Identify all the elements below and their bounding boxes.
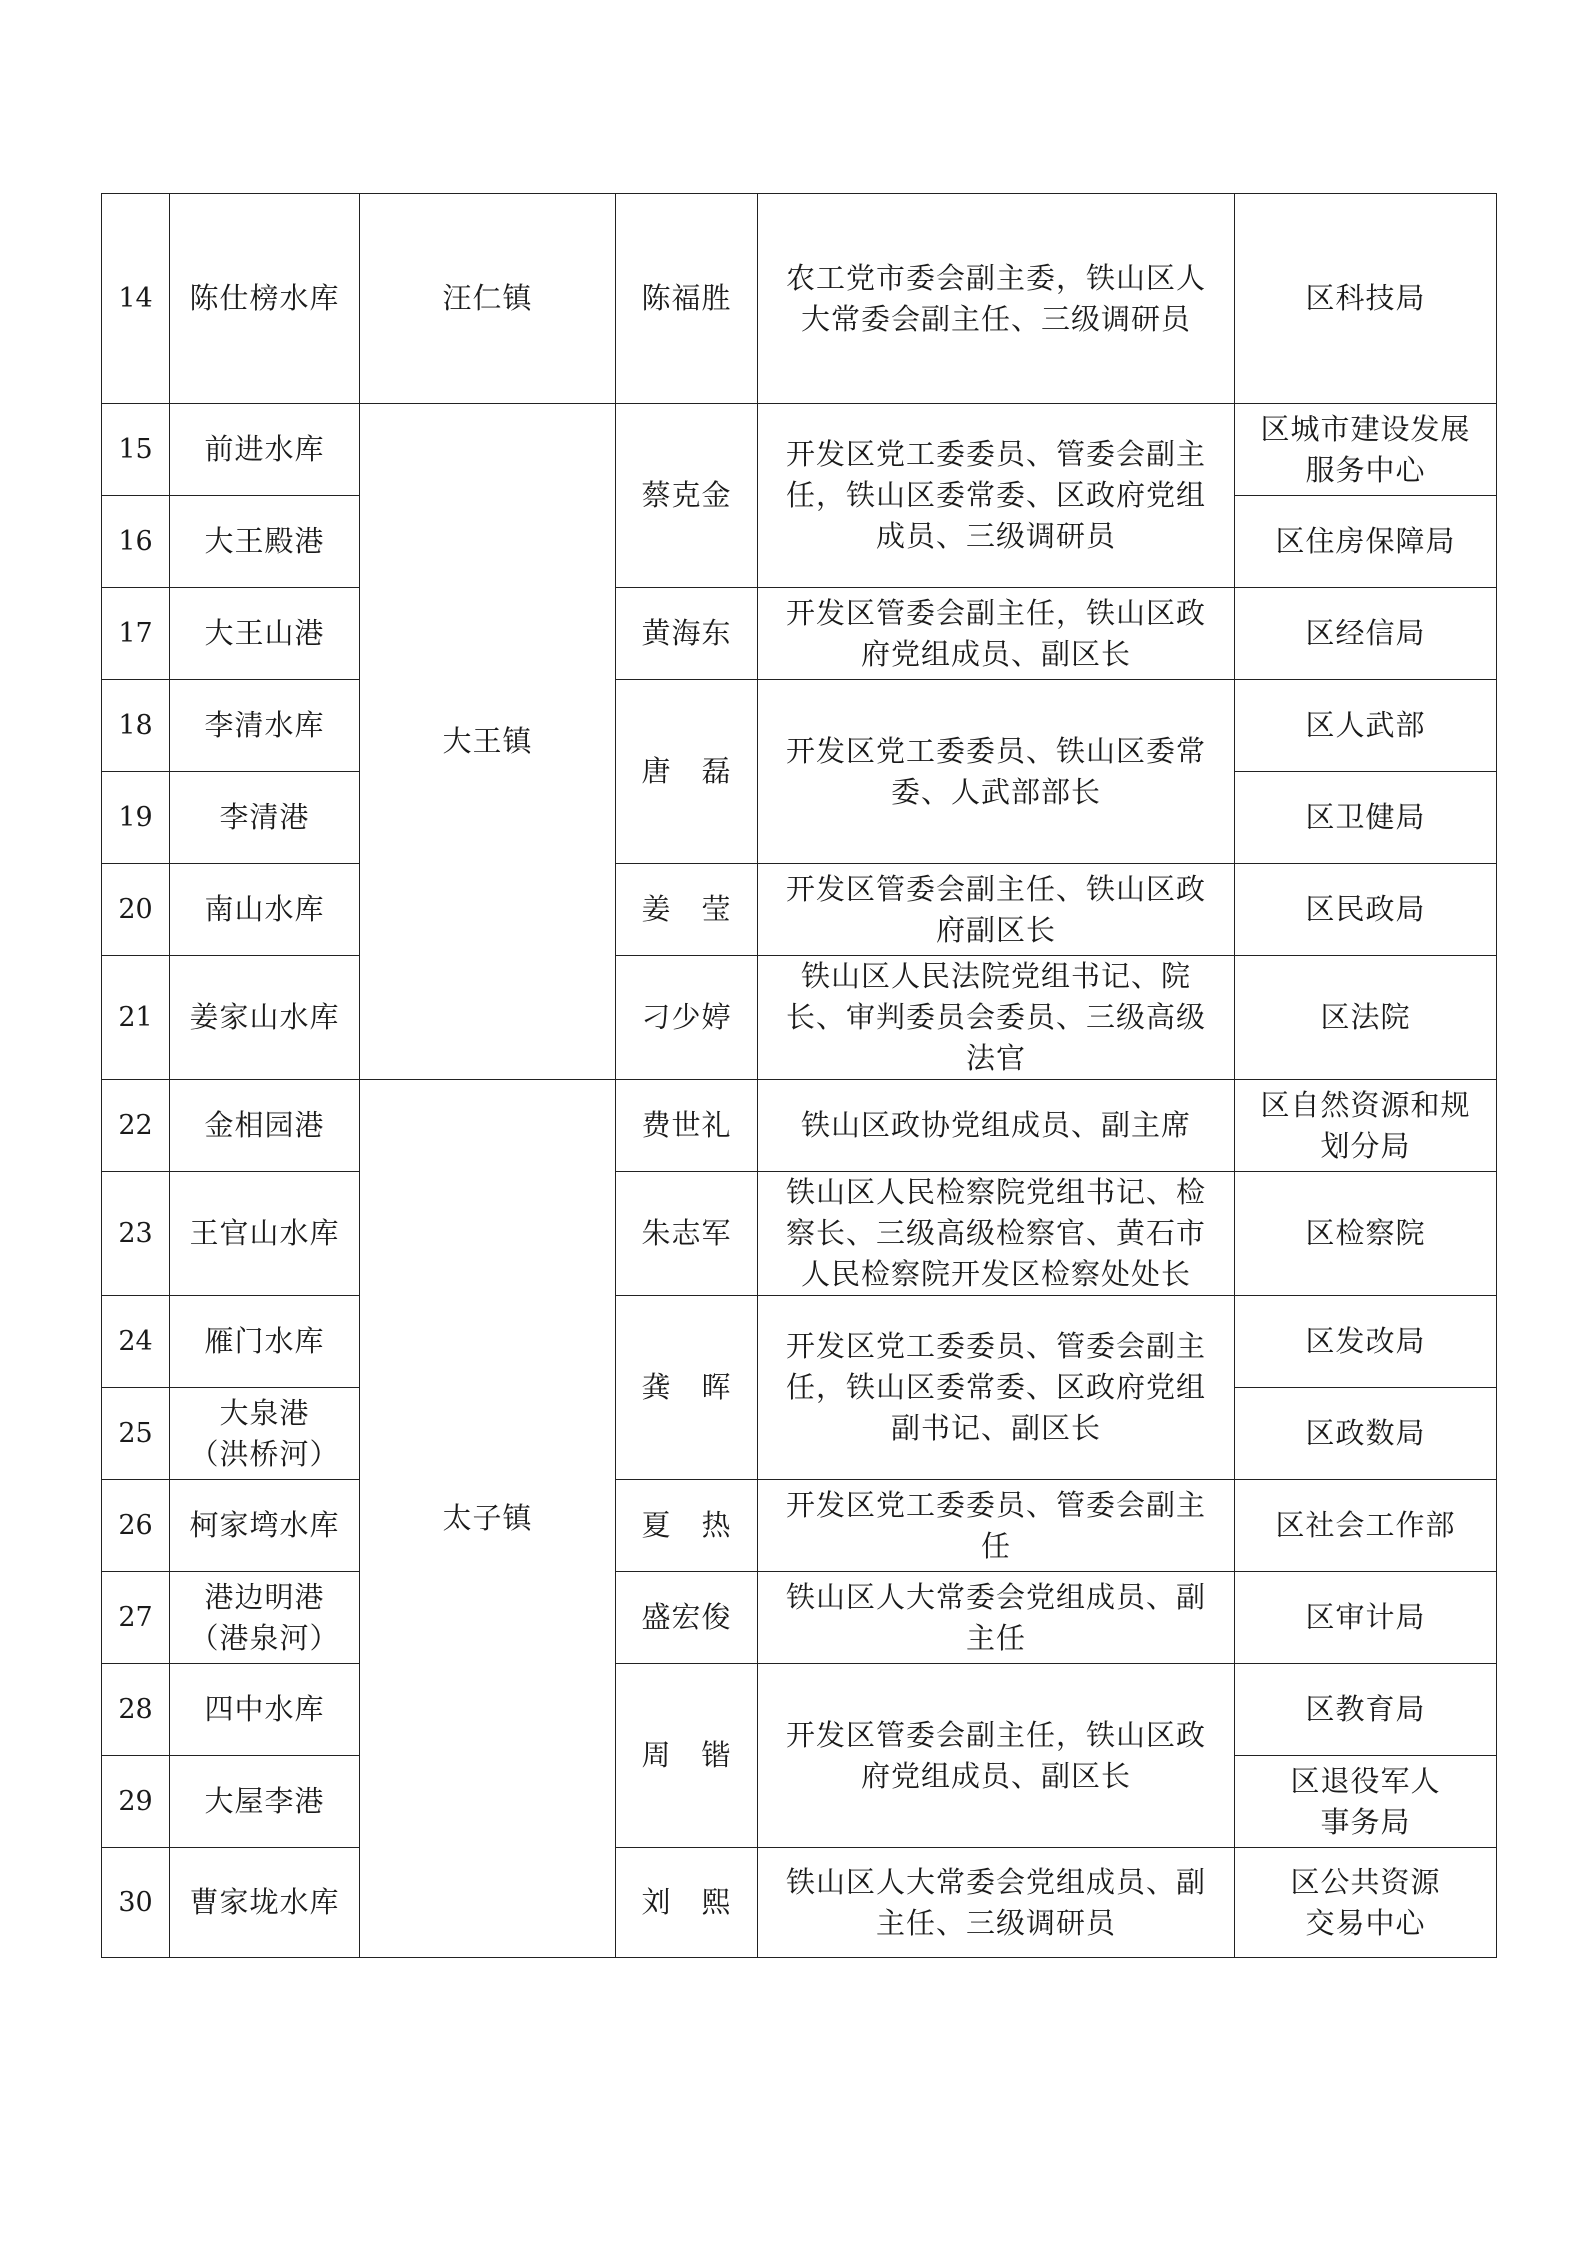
table-body <box>102 194 1497 1958</box>
reservoir-name <box>170 1572 360 1664</box>
leader-position-line: 察长、三级高级检察官、黄石市 <box>785 1216 1206 1250</box>
reservoir-name-line: 大王山港 <box>204 616 325 650</box>
responsible-unit-line: 区法院 <box>1320 1000 1411 1034</box>
reservoir-name-line: 王官山水库 <box>189 1216 340 1250</box>
responsible-unit <box>1235 1172 1497 1296</box>
responsible-unit-line: 区教育局 <box>1305 1692 1426 1726</box>
table-row <box>102 956 1497 1080</box>
leader-position <box>758 680 1235 864</box>
reservoir-name <box>170 956 360 1080</box>
leader-position <box>758 1172 1235 1296</box>
leader-position-line: 人民检察院开发区检察处处长 <box>800 1257 1191 1291</box>
responsible-unit-line: 区民政局 <box>1305 892 1426 926</box>
leader-name: 盛宏俊 <box>616 1572 758 1664</box>
table-row <box>102 1296 1497 1388</box>
town-name: 太子镇 <box>360 1080 616 1958</box>
responsible-unit-line: 区卫健局 <box>1305 800 1426 834</box>
responsible-unit-line: 区检察院 <box>1305 1216 1426 1250</box>
responsible-unit-line: 区公共资源 <box>1290 1864 1441 1899</box>
table-row <box>102 404 1497 496</box>
table-row <box>102 1172 1497 1296</box>
leader-name: 周 锴 <box>616 1664 758 1848</box>
reservoir-name-line: 南山水库 <box>204 892 325 926</box>
responsible-unit-line: 区城市建设发展 <box>1260 411 1471 446</box>
responsible-unit <box>1235 1848 1497 1958</box>
responsible-unit <box>1235 1480 1497 1572</box>
responsible-unit-line: 区科技局 <box>1305 281 1426 315</box>
responsible-unit-line: 区自然资源和规 <box>1260 1087 1471 1122</box>
leader-position-line: 府党组成员、副区长 <box>860 1758 1131 1793</box>
responsible-unit-line: 区人武部 <box>1305 708 1426 742</box>
row-number: 22 <box>102 1080 170 1172</box>
responsible-unit-line: 区审计局 <box>1305 1600 1426 1634</box>
leader-position-line: 开发区党工委委员、管委会副主 <box>785 1329 1206 1363</box>
responsible-unit-line: 区经信局 <box>1305 616 1426 650</box>
leader-position-line: 大常委会副主任、三级调研员 <box>800 301 1191 336</box>
table-row <box>102 1664 1497 1756</box>
leader-name: 黄海东 <box>616 588 758 680</box>
reservoir-name <box>170 864 360 956</box>
row-number: 16 <box>102 496 170 588</box>
leader-position <box>758 864 1235 956</box>
table-row <box>102 194 1497 404</box>
leader-position-line: 任，铁山区委常委、区政府党组 <box>785 1370 1206 1404</box>
responsible-unit <box>1235 1388 1497 1480</box>
responsible-unit <box>1235 1664 1497 1756</box>
leader-position-line: 法官 <box>965 1041 1026 1075</box>
responsible-unit <box>1235 496 1497 588</box>
responsible-unit <box>1235 1296 1497 1388</box>
town-name: 大王镇 <box>360 404 616 1080</box>
row-number: 27 <box>102 1572 170 1664</box>
leader-position-line: 开发区管委会副主任、铁山区政 <box>785 871 1206 906</box>
responsible-unit <box>1235 1756 1497 1848</box>
leader-name: 夏 热 <box>616 1480 758 1572</box>
reservoir-name <box>170 496 360 588</box>
row-number: 26 <box>102 1480 170 1572</box>
assignment-table <box>101 193 1497 1958</box>
leader-position-line: 铁山区人民检察院党组书记、检 <box>785 1175 1206 1209</box>
row-number: 20 <box>102 864 170 956</box>
leader-position-line: 开发区党工委委员、管委会副主 <box>785 1487 1206 1522</box>
leader-name: 蔡克金 <box>616 404 758 588</box>
leader-position-line: 任，铁山区委常委、区政府党组 <box>785 478 1206 512</box>
reservoir-name <box>170 1664 360 1756</box>
responsible-unit <box>1235 680 1497 772</box>
leader-position <box>758 1480 1235 1572</box>
reservoir-name <box>170 404 360 496</box>
row-number: 25 <box>102 1388 170 1480</box>
leader-position-line: 铁山区人大常委会党组成员、副 <box>785 1579 1206 1614</box>
responsible-unit <box>1235 772 1497 864</box>
responsible-unit-line: 交易中心 <box>1305 1905 1426 1940</box>
row-number: 17 <box>102 588 170 680</box>
leader-name: 朱志军 <box>616 1172 758 1296</box>
reservoir-name-line: 雁门水库 <box>204 1324 325 1358</box>
leader-position-line: 长、审判委员会委员、三级高级 <box>785 1000 1206 1034</box>
table-row <box>102 1080 1497 1172</box>
reservoir-name-line: 大屋李港 <box>204 1784 325 1818</box>
reservoir-name-line: 李清港 <box>219 800 310 834</box>
table-row <box>102 864 1497 956</box>
leader-position-line: 开发区党工委委员、管委会副主 <box>785 437 1206 471</box>
reservoir-name <box>170 1480 360 1572</box>
leader-position <box>758 194 1235 404</box>
leader-position <box>758 588 1235 680</box>
leader-position-line: 开发区管委会副主任，铁山区政 <box>785 595 1206 630</box>
row-number: 19 <box>102 772 170 864</box>
responsible-unit <box>1235 864 1497 956</box>
reservoir-name-line: 大王殿港 <box>204 524 325 558</box>
reservoir-name <box>170 1756 360 1848</box>
leader-name: 姜 莹 <box>616 864 758 956</box>
row-number: 24 <box>102 1296 170 1388</box>
reservoir-name-line: 港边明港 <box>204 1579 325 1614</box>
leader-position-line: 铁山区人大常委会党组成员、副 <box>785 1864 1206 1899</box>
reservoir-name <box>170 1080 360 1172</box>
reservoir-name <box>170 680 360 772</box>
row-number: 15 <box>102 404 170 496</box>
reservoir-name-line: 姜家山水库 <box>189 1000 340 1034</box>
leader-position-line: 府副区长 <box>935 912 1056 947</box>
leader-name: 陈福胜 <box>616 194 758 404</box>
row-number: 23 <box>102 1172 170 1296</box>
row-number: 21 <box>102 956 170 1080</box>
responsible-unit <box>1235 588 1497 680</box>
row-number: 14 <box>102 194 170 404</box>
reservoir-name <box>170 1388 360 1480</box>
leader-position-line: 农工党市委会副主委，铁山区人 <box>785 260 1206 295</box>
reservoir-name <box>170 772 360 864</box>
leader-name: 龚 晖 <box>616 1296 758 1480</box>
responsible-unit <box>1235 1572 1497 1664</box>
table-row <box>102 1572 1497 1664</box>
table-row <box>102 588 1497 680</box>
row-number: 30 <box>102 1848 170 1958</box>
reservoir-name-line: 柯家塆水库 <box>189 1508 340 1542</box>
leader-position-line: 主任 <box>965 1620 1026 1655</box>
leader-position <box>758 956 1235 1080</box>
leader-name: 费世礼 <box>616 1080 758 1172</box>
leader-name: 唐 磊 <box>616 680 758 864</box>
reservoir-name <box>170 1172 360 1296</box>
responsible-unit-line: 区发改局 <box>1305 1324 1426 1358</box>
leader-position <box>758 404 1235 588</box>
reservoir-name <box>170 1296 360 1388</box>
leader-position <box>758 1848 1235 1958</box>
leader-position-line: 开发区党工委委员、铁山区委常 <box>785 733 1206 768</box>
leader-position-line: 开发区管委会副主任，铁山区政 <box>785 1717 1206 1752</box>
responsible-unit-line: 区社会工作部 <box>1275 1508 1456 1542</box>
leader-position-line: 副书记、副区长 <box>890 1411 1101 1445</box>
row-number: 18 <box>102 680 170 772</box>
reservoir-name-line: （港泉河） <box>189 1620 340 1655</box>
town-name: 汪仁镇 <box>360 194 616 404</box>
leader-position-line: 府党组成员、副区长 <box>860 636 1131 671</box>
leader-name: 刘 熙 <box>616 1848 758 1958</box>
table-row <box>102 680 1497 772</box>
leader-position-line: 铁山区政协党组成员、副主席 <box>800 1108 1191 1142</box>
reservoir-name-line: 李清水库 <box>204 708 325 742</box>
reservoir-name-line: 曹家垅水库 <box>189 1885 340 1919</box>
responsible-unit <box>1235 404 1497 496</box>
leader-position-line: 铁山区人民法院党组书记、院 <box>800 959 1191 993</box>
leader-position-line: 任 <box>980 1528 1011 1563</box>
responsible-unit-line: 区住房保障局 <box>1275 524 1456 558</box>
responsible-unit-line: 区退役军人 <box>1290 1763 1441 1798</box>
table-row <box>102 1848 1497 1958</box>
reservoir-name <box>170 194 360 404</box>
leader-position <box>758 1572 1235 1664</box>
reservoir-name-line: 陈仕榜水库 <box>189 281 340 315</box>
responsible-unit-line: 服务中心 <box>1305 452 1426 487</box>
responsible-unit <box>1235 1080 1497 1172</box>
reservoir-name <box>170 1848 360 1958</box>
row-number: 29 <box>102 1756 170 1848</box>
leader-position <box>758 1664 1235 1848</box>
leader-position-line: 成员、三级调研员 <box>875 519 1116 553</box>
responsible-unit-line: 划分局 <box>1320 1128 1411 1163</box>
reservoir-name-line: 大泉港 <box>219 1395 310 1430</box>
table-row <box>102 1480 1497 1572</box>
leader-position-line: 委、人武部部长 <box>890 774 1101 809</box>
responsible-unit-line: 事务局 <box>1320 1804 1411 1839</box>
reservoir-name-line: 金相园港 <box>204 1108 325 1142</box>
reservoir-name-line: 四中水库 <box>204 1692 325 1726</box>
leader-name: 刁少婷 <box>616 956 758 1080</box>
responsible-unit <box>1235 956 1497 1080</box>
leader-position <box>758 1296 1235 1480</box>
responsible-unit-line: 区政数局 <box>1305 1416 1426 1450</box>
leader-position <box>758 1080 1235 1172</box>
row-number: 28 <box>102 1664 170 1756</box>
reservoir-name-line: （洪桥河） <box>189 1436 340 1471</box>
responsible-unit <box>1235 194 1497 404</box>
leader-position-line: 主任、三级调研员 <box>875 1905 1116 1940</box>
reservoir-name <box>170 588 360 680</box>
reservoir-name-line: 前进水库 <box>204 432 325 466</box>
